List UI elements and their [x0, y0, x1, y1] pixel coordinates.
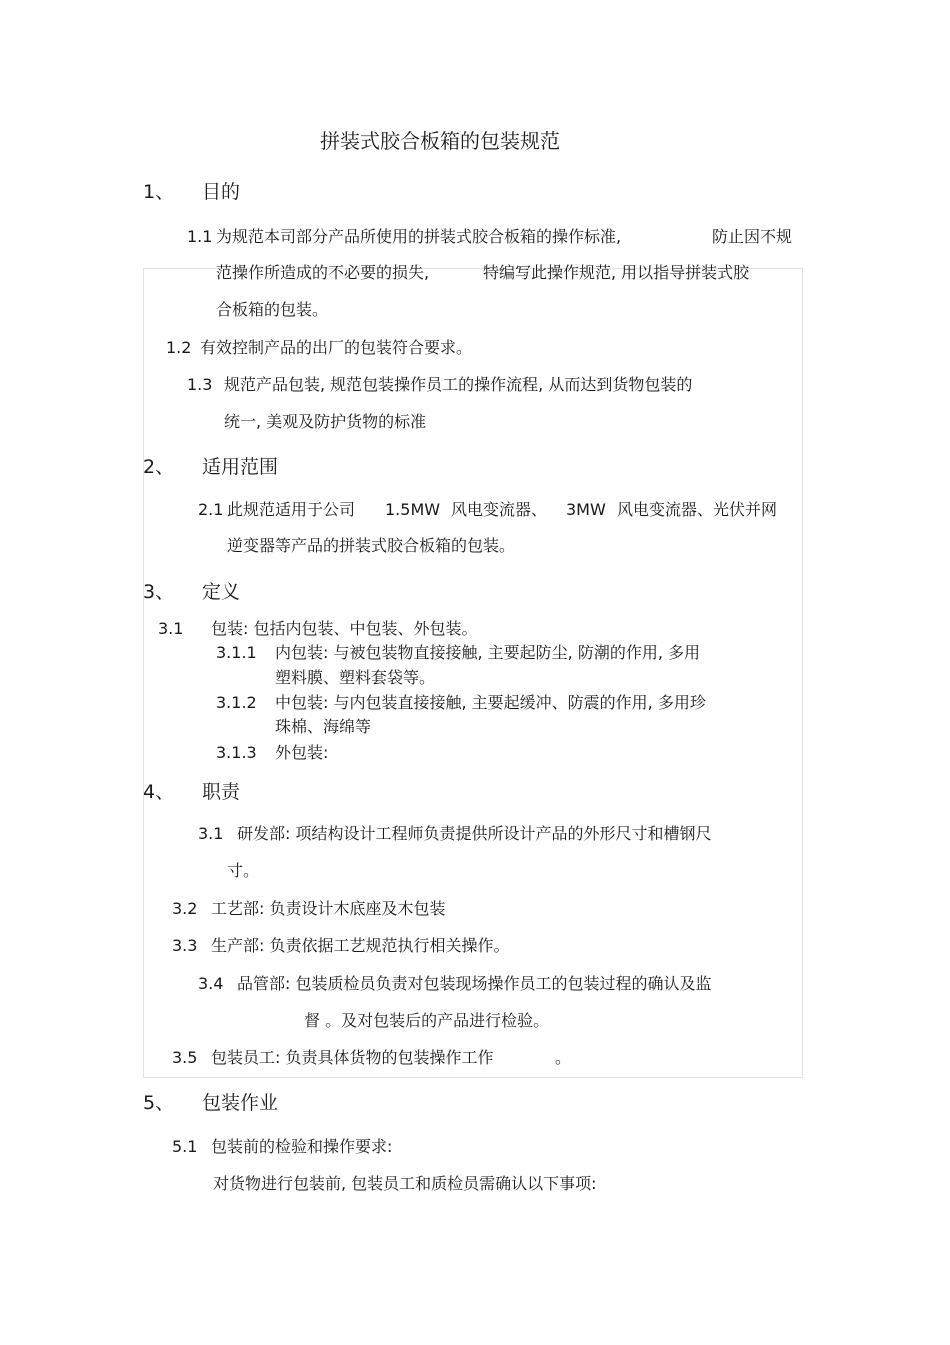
item-3-1-number: 3.1: [158, 619, 184, 638]
duty-1-line2: 寸。: [227, 861, 260, 880]
duty-4-number: 3.4: [198, 974, 224, 993]
item-3-1-3-text: 外包装:: [275, 743, 329, 762]
duty-3-number: 3.3: [172, 936, 198, 955]
section-4-number: 4、: [143, 781, 175, 803]
duty-2-text: 工艺部: 负责设计木底座及木包装: [211, 899, 446, 918]
item-1-3-line2: 统一, 美观及防护货物的标准: [224, 412, 427, 431]
section-1-heading: 目的: [202, 181, 241, 203]
item-3-1-3-number: 3.1.3: [216, 743, 257, 762]
item-1-3-number: 1.3: [187, 375, 213, 394]
item-1-1-line1-a: 为规范本司部分产品所使用的拼装式胶合板箱的操作标准,: [216, 227, 622, 246]
item-1-3-line1: 规范产品包装, 规范包装操作员工的操作流程, 从而达到货物包装的: [224, 375, 693, 394]
duty-5-number: 3.5: [172, 1048, 198, 1067]
item-3-1-text: 包装: 包括内包装、中包装、外包装。: [211, 619, 478, 638]
section-5-number: 5、: [143, 1092, 175, 1114]
item-5-1-subtext: 对货物进行包装前, 包装员工和质检员需确认以下事项:: [213, 1174, 597, 1193]
section-4-heading: 职责: [202, 781, 241, 803]
item-3-1-2-line2: 珠棉、海绵等: [275, 717, 372, 736]
section-3-heading: 定义: [202, 581, 241, 603]
item-1-1-line3: 合板箱的包装。: [216, 300, 329, 319]
item-1-2-text: 有效控制产品的出厂的包装符合要求。: [200, 338, 473, 357]
document-title: 拼装式胶合板箱的包装规范: [320, 129, 560, 153]
item-3-1-1-number: 3.1.1: [216, 643, 257, 662]
item-1-1-line2-b: 特编写此操作规范, 用以指导拼装式胶: [483, 263, 750, 282]
item-2-1-line1-e: 风电变流器、光伏并网: [617, 500, 778, 519]
item-2-1-line1-d: 3MW: [566, 500, 606, 519]
section-5-heading: 包装作业: [202, 1092, 279, 1114]
item-2-1-line1-c: 风电变流器、: [451, 500, 548, 519]
item-2-1-line2: 逆变器等产品的拼装式胶合板箱的包装。: [227, 536, 516, 555]
item-1-1-number: 1.1: [187, 227, 213, 246]
section-1-number: 1、: [143, 181, 175, 203]
item-1-1-line2-a: 范操作所造成的不必要的损失,: [216, 263, 430, 282]
item-1-1-line1-b: 防止因不规: [712, 227, 793, 246]
item-2-1-number: 2.1: [198, 500, 224, 519]
item-3-1-2-number: 3.1.2: [216, 693, 257, 712]
duty-2-number: 3.2: [172, 899, 198, 918]
duty-3-text: 生产部: 负责依据工艺规范执行相关操作。: [211, 936, 510, 955]
duty-4-line2: 督 。及对包装后的产品进行检验。: [304, 1011, 550, 1030]
item-3-1-1-line1: 内包装: 与被包装物直接接触, 主要起防尘, 防潮的作用, 多用: [275, 643, 700, 662]
duty-5-end: 。: [555, 1048, 572, 1067]
duty-4-line1: 品管部: 包装质检员负责对包装现场操作员工的包装过程的确认及监: [237, 974, 712, 993]
section-2-number: 2、: [143, 456, 175, 478]
duty-1-line1: 研发部: 项结构设计工程师负责提供所设计产品的外形尺寸和槽钢尺: [237, 824, 712, 843]
item-1-2-number: 1.2: [166, 338, 192, 357]
item-3-1-2-line1: 中包装: 与内包装直接接触, 主要起缓冲、防震的作用, 多用珍: [275, 693, 706, 712]
item-5-1-number: 5.1: [172, 1137, 198, 1156]
duty-5-text: 包装员工: 负责具体货物的包装操作工作: [211, 1048, 494, 1067]
item-2-1-line1-b: 1.5MW: [385, 500, 441, 519]
section-2-heading: 适用范围: [202, 456, 279, 478]
item-5-1-text: 包装前的检验和操作要求:: [211, 1137, 393, 1156]
item-3-1-1-line2: 塑料膜、塑料套袋等。: [275, 668, 436, 687]
section-3-number: 3、: [143, 581, 175, 603]
duty-1-number: 3.1: [198, 824, 224, 843]
item-2-1-line1-a: 此规范适用于公司: [227, 500, 356, 519]
